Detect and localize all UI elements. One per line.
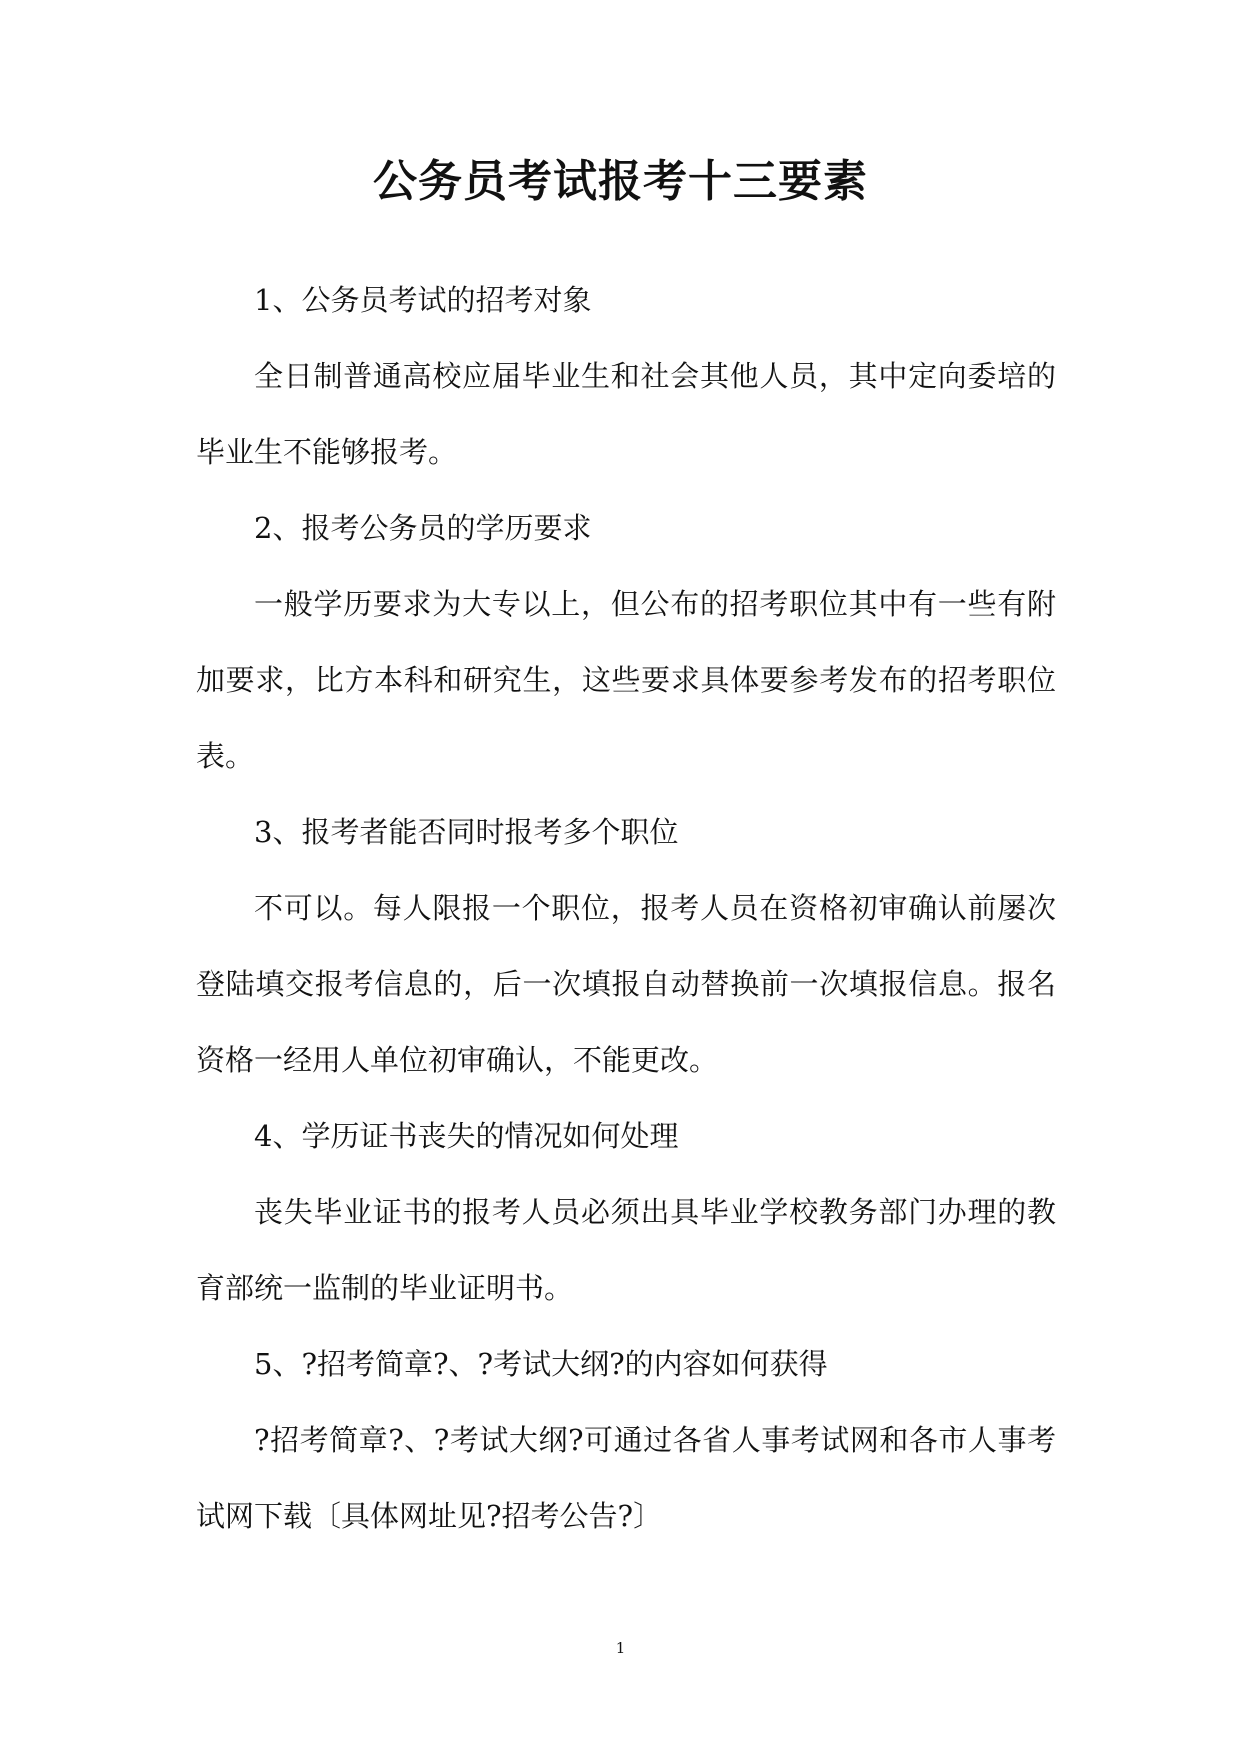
section-heading: 4、学历证书丧失的情况如何处理 bbox=[254, 1119, 679, 1153]
section-3 bbox=[196, 794, 1056, 1098]
document-title: 公务员考试报考十三要素 bbox=[373, 156, 868, 207]
section-2 bbox=[196, 490, 1056, 794]
section-paragraph: 全日制普通高校应届毕业生和社会其他人员，其中定向委培的毕业生不能够报考。 bbox=[196, 359, 1056, 469]
section-paragraph: ?招考简章?、?考试大纲?可通过各省人事考试网和各市人事考试网下载〔具体网址见?招考公告?〕 bbox=[196, 1423, 1056, 1533]
page-number: 1 bbox=[615, 1639, 626, 1657]
section-paragraph: 丧失毕业证书的报考人员必须出具毕业学校教务部门办理的教育部统一监制的毕业证明书。 bbox=[196, 1195, 1056, 1305]
section-heading: 5、?招考简章?、?考试大纲?的内容如何获得 bbox=[254, 1347, 828, 1381]
section-4 bbox=[196, 1098, 1056, 1326]
section-paragraph: 不可以。每人限报一个职位，报考人员在资格初审确认前屡次登陆填交报考信息的，后一次填报自动替换前一次填报信息。报名资格一经用人单位初审确认，不能更改。 bbox=[196, 891, 1056, 1077]
section-heading: 2、报考公务员的学历要求 bbox=[254, 511, 592, 545]
section-heading: 1、公务员考试的招考对象 bbox=[254, 283, 592, 317]
section-5 bbox=[196, 1326, 1056, 1554]
section-1 bbox=[196, 262, 1056, 490]
section-heading: 3、报考者能否同时报考多个职位 bbox=[254, 815, 679, 849]
document-body bbox=[196, 262, 1056, 1554]
section-paragraph: 一般学历要求为大专以上，但公布的招考职位其中有一些有附加要求，比方本科和研究生，这些要求具体要参考发布的招考职位表。 bbox=[196, 587, 1056, 773]
